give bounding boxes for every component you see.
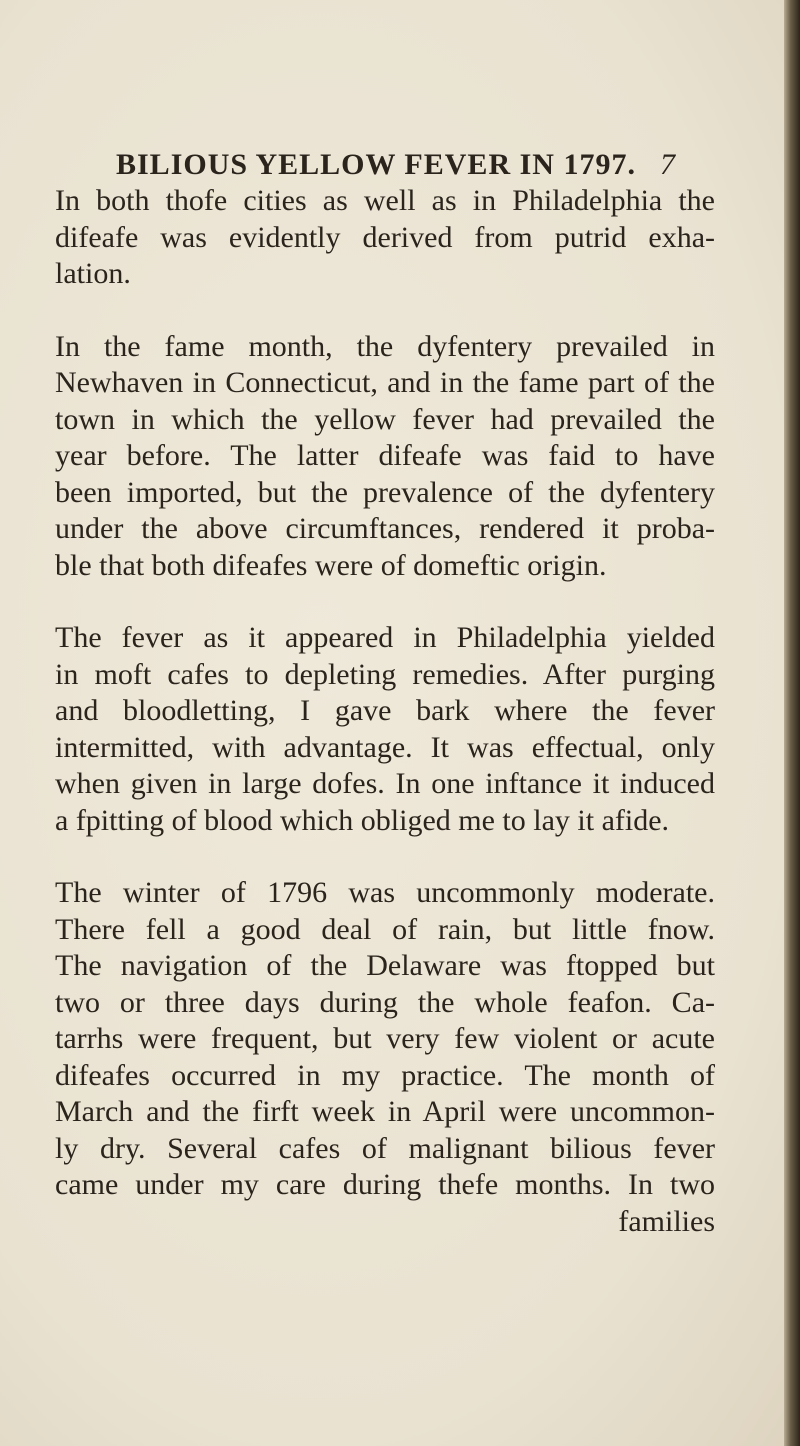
text-line: Newhaven in Connecticut, and in the fame part of the: [55, 366, 715, 399]
text-line: ly dry. Several cafes of malignant bilious fever: [55, 1131, 715, 1165]
text-line: in moft cafes to depleting remedies. After purging: [55, 657, 715, 691]
running-head: BILIOUS YELLOW FEVER IN 1797.: [116, 148, 636, 181]
catchword: families: [618, 1204, 715, 1238]
page-number: 7: [660, 148, 675, 181]
text-line: The fever as it appeared in Philadelphia yielded: [55, 621, 715, 654]
text-line: In the fame month, the dyfentery prevailed in: [55, 329, 715, 363]
text-line: lation.: [55, 257, 131, 290]
text-line: There fell a good deal of rain, but little fnow.: [55, 912, 715, 946]
text-line: came under my care during thefe months. In two: [55, 1168, 715, 1201]
paragraph-3: [55, 620, 715, 839]
text-line: ble that both difeafes were of domeftic origin.: [55, 548, 607, 582]
text-line: been imported, but the prevalence of the dyfentery: [55, 475, 715, 509]
paragraph-4: [55, 875, 715, 1240]
text-line: and bloodletting, I gave bark where the fever: [55, 694, 715, 727]
text-line: under the above circumftances, rendered it proba-: [55, 512, 715, 545]
text-line: when given in large dofes. In one inftance it induced: [55, 767, 715, 800]
text-line: a fpitting of blood which obliged me to lay it afide.: [55, 803, 670, 837]
book-binding-edge: [784, 0, 800, 1446]
page-header: [0, 148, 800, 184]
paragraph-1: [55, 183, 715, 293]
text-line: March and the firft week in April were uncommon-: [55, 1095, 715, 1128]
text-line: year before. The latter difeafe was faid to have: [55, 439, 715, 472]
text-line: The navigation of the Delaware was ftopped but: [55, 949, 715, 982]
text-line: town in which the yellow fever had prevailed the: [55, 402, 715, 436]
body-text: [55, 183, 715, 1276]
text-line: The winter of 1796 was uncommonly moderate.: [55, 876, 715, 909]
text-line: difeafes occurred in my practice. The month of: [55, 1058, 715, 1092]
text-line: two or three days during the whole feafon. Ca-: [55, 985, 715, 1019]
text-line: In both thofe cities as well as in Philadelphia the: [55, 184, 715, 217]
paragraph-2: [55, 329, 715, 585]
text-line: difeafe was evidently derived from putrid exha-: [55, 220, 715, 254]
text-line: tarrhs were frequent, but very few violent or acute: [55, 1022, 715, 1055]
text-line: intermitted, with advantage. It was effectual, only: [55, 730, 715, 764]
